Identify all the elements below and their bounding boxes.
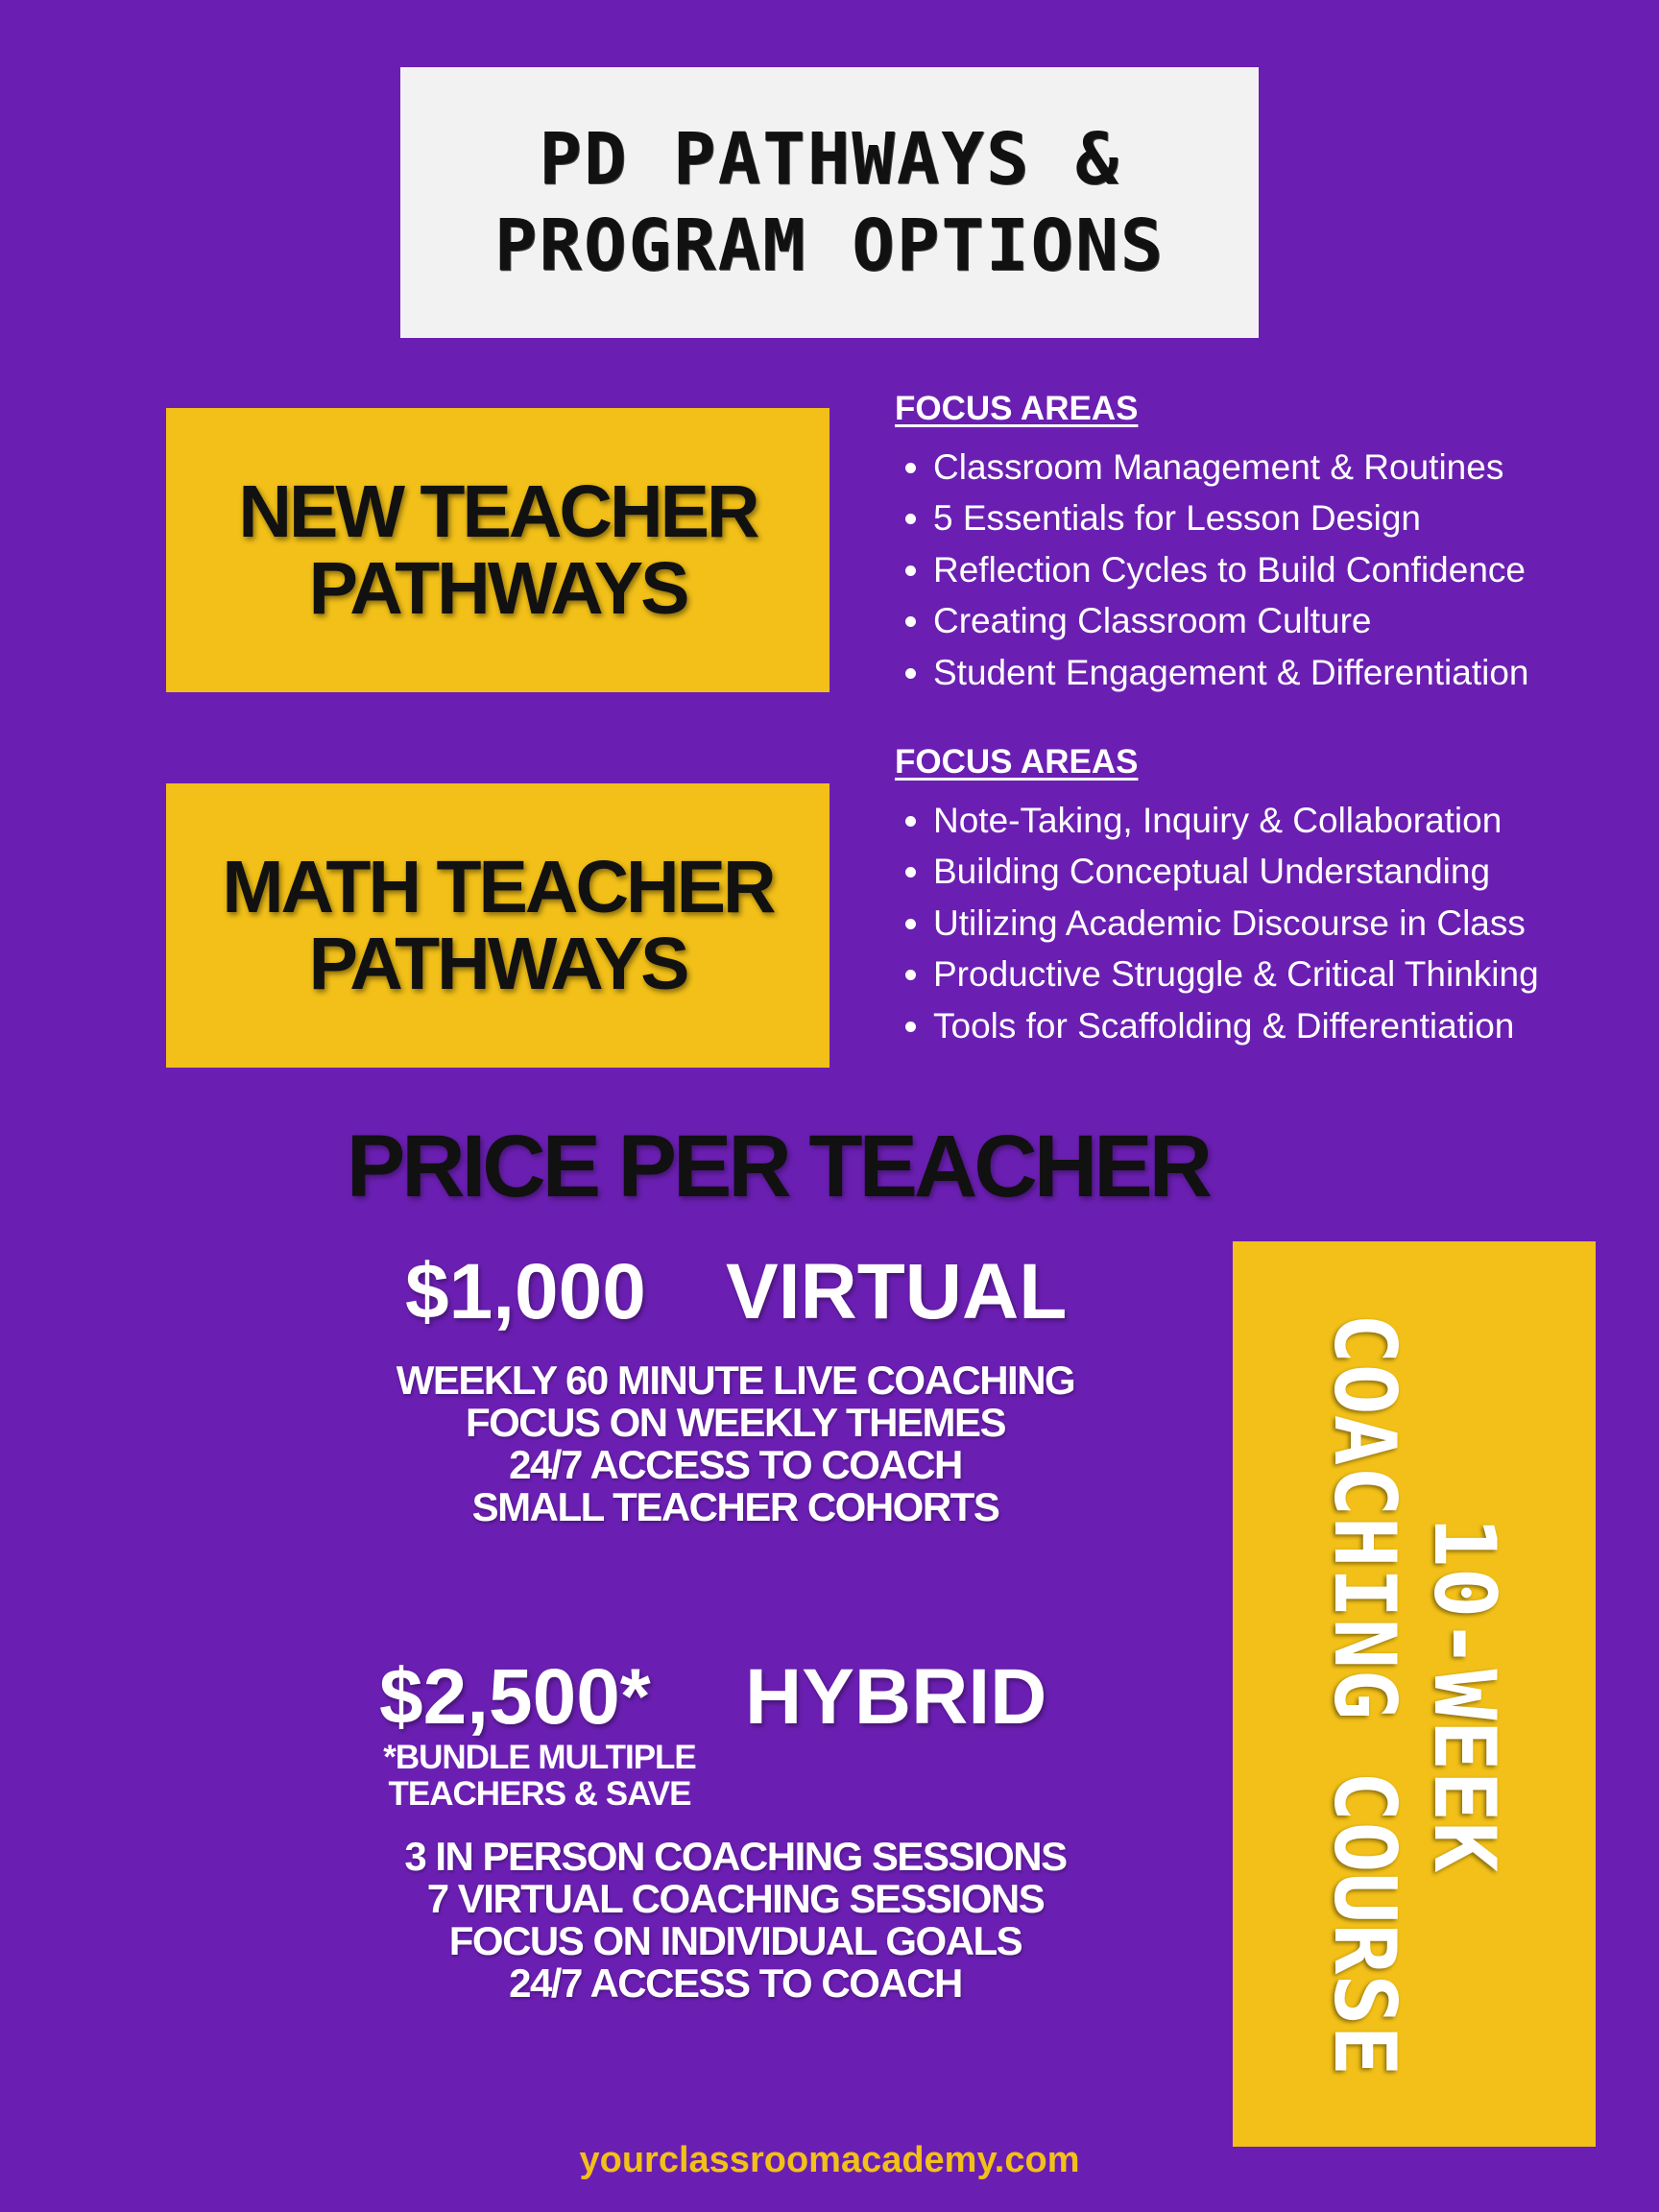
virtual-features (323, 1359, 1148, 1528)
feature-line: 24/7 ACCESS TO COACH (509, 1442, 962, 1487)
list-item: • Student Engagement & Differentiation (933, 647, 1644, 698)
focus-areas-heading: FOCUS AREAS (895, 390, 1139, 427)
focus-areas-heading: FOCUS AREAS (895, 743, 1139, 781)
hybrid-price: $2,500* (379, 1653, 651, 1741)
list-item: • Note-Taking, Inquiry & Collaboration (933, 795, 1644, 846)
list-item: • Classroom Management & Routines (933, 442, 1644, 493)
list-item: • Utilizing Academic Discourse in Class (933, 898, 1644, 949)
focus-list (895, 442, 1644, 698)
coaching-course-text (1314, 1262, 1514, 2127)
list-item: • Building Conceptual Understanding (933, 846, 1644, 897)
feature-line: 24/7 ACCESS TO COACH (509, 1960, 962, 2006)
price-per-teacher-heading: PRICE PER TEACHER (346, 1118, 1210, 1215)
banner-line-1: 10-WEEK (1415, 1516, 1514, 1872)
website-link[interactable]: yourclassroomacademy.com (579, 2140, 1080, 2180)
banner-line-2: COACHING COURSE (1315, 1312, 1414, 2076)
list-item: • Productive Struggle & Critical Thinking (933, 949, 1644, 999)
new-teacher-pathways-box (166, 408, 830, 692)
math-teacher-title-line-1: MATH TEACHER (222, 846, 774, 928)
hybrid-features (323, 1836, 1148, 2005)
virtual-price: $1,000 (405, 1248, 646, 1335)
title-line-2: PROGRAM OPTIONS (493, 204, 1166, 287)
hybrid-label: HYBRID (745, 1653, 1047, 1741)
feature-line: FOCUS ON WEEKLY THEMES (465, 1400, 1006, 1445)
list-item: • Tools for Scaffolding & Differentiation (933, 1000, 1644, 1051)
feature-line: 7 VIRTUAL COACHING SESSIONS (426, 1876, 1045, 1921)
feature-line: 3 IN PERSON COACHING SESSIONS (404, 1834, 1067, 1879)
title-box (400, 67, 1259, 338)
bundle-note-line-2: TEACHERS & SAVE (388, 1775, 691, 1813)
coaching-course-banner (1233, 1241, 1596, 2147)
math-teacher-focus-areas (895, 741, 1644, 1051)
new-teacher-title-line-2: PATHWAYS (308, 547, 687, 630)
feature-line: FOCUS ON INDIVIDUAL GOALS (448, 1918, 1022, 1963)
focus-list (895, 795, 1644, 1051)
math-teacher-pathways-box (166, 783, 830, 1068)
list-item: • Reflection Cycles to Build Confidence (933, 544, 1644, 595)
list-item: • 5 Essentials for Lesson Design (933, 493, 1644, 543)
list-item: • Creating Classroom Culture (933, 595, 1644, 646)
title-line-1: PD PATHWAYS & (539, 118, 1120, 201)
new-teacher-title-line-1: NEW TEACHER (238, 470, 757, 553)
feature-line: SMALL TEACHER COHORTS (471, 1484, 999, 1529)
bundle-note (357, 1740, 722, 1813)
math-teacher-title-line-2: PATHWAYS (308, 923, 687, 1005)
virtual-label: VIRTUAL (726, 1248, 1068, 1335)
new-teacher-focus-areas (895, 388, 1644, 698)
bundle-note-line-1: *BUNDLE MULTIPLE (383, 1739, 696, 1776)
feature-line: WEEKLY 60 MINUTE LIVE COACHING (396, 1358, 1075, 1403)
